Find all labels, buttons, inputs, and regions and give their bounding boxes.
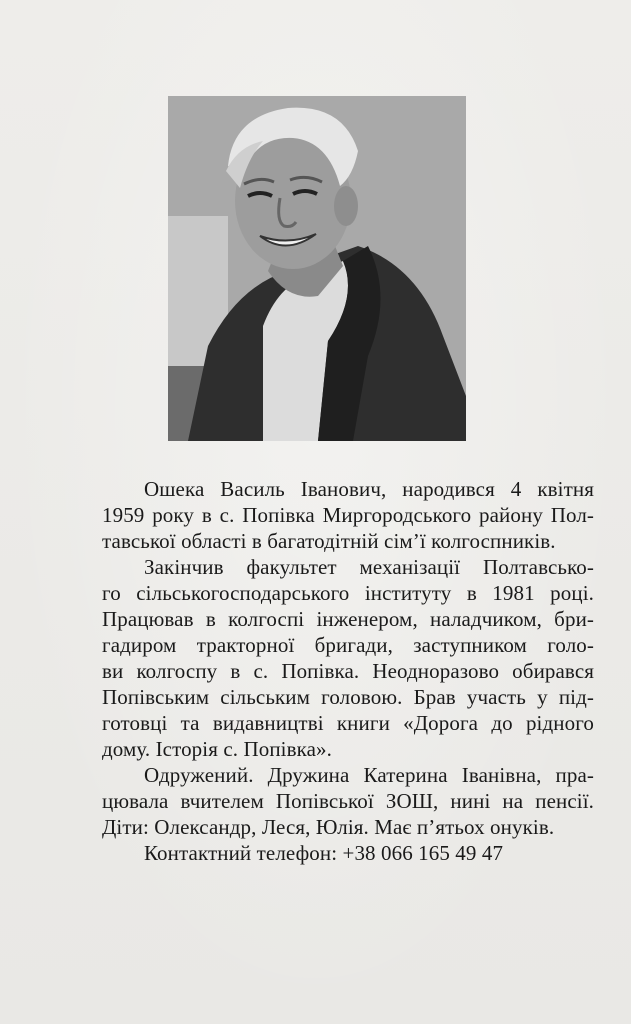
text-line: Попівським сільським головою. Брав участь у під- [102,685,594,709]
text-line: 1959 року в с. Попівка Миргородського району Пол- [102,503,594,527]
text-line: гадиром тракторної бригади, заступником голо- [102,633,594,657]
biography-paragraph-1 [60,476,594,554]
text-line: Одружений. Дружина Катерина Іванівна, пра- [144,763,594,787]
text-line: цювала вчителем Попівської ЗОШ, нині на пенсії. [102,789,594,813]
ear-shape [334,186,358,226]
text-line: Працював в колгоспі інженером, наладчиком, бри- [102,607,594,631]
biography-paragraph-2 [60,554,594,762]
biography-paragraph-3 [60,762,594,840]
text-line: го сільськогосподарського інституту в 1981 році. [102,581,594,605]
portrait-illustration [168,96,466,441]
text-line: Діти: Олександр, Леся, Юлія. Має п’ятьох онуків. [102,815,555,839]
contact-phone-line: Контактний телефон: +38 066 165 49 47 [144,841,504,865]
text-line: тавської області в багатодітній сім’ї колгоспників. [102,529,556,553]
contact-paragraph [60,840,594,866]
text-line: Ошека Василь Іванович, народився 4 квітня [144,477,594,501]
text-line: ви колгоспу в с. Попівка. Неодноразово обирався [102,659,594,683]
biography-text [60,476,594,866]
text-line: дому. Історія с. Попівка». [102,737,332,761]
text-line: готовці та видавництві книги «Дорога до рідного [102,711,594,735]
text-line: Закінчив факультет механізації Полтавсько- [144,555,594,579]
author-portrait-photo [168,96,466,441]
